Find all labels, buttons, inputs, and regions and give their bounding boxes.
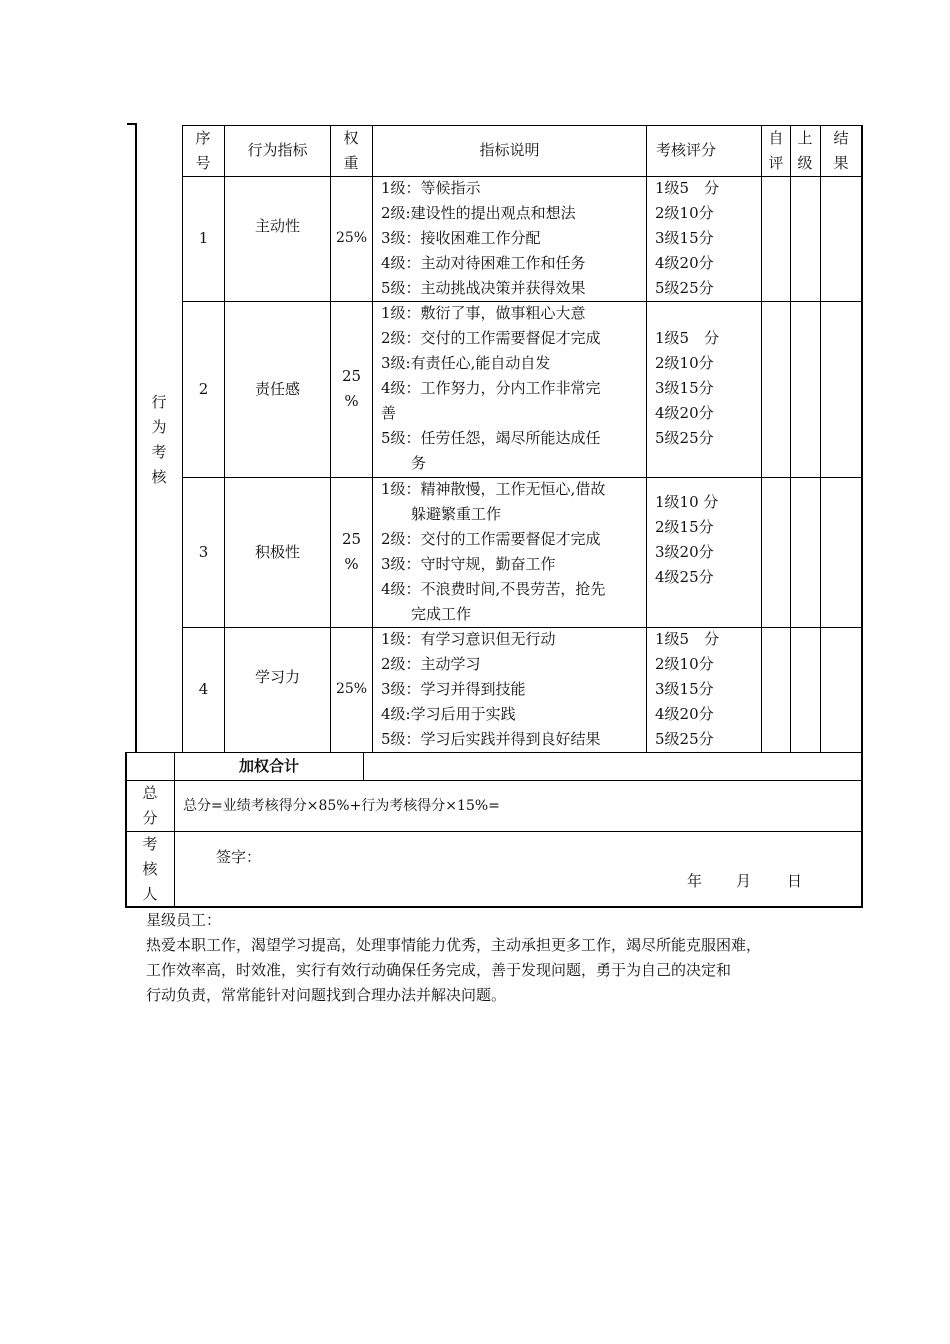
star-employee-section — [146, 908, 761, 1008]
score-line: 3级15分 — [655, 229, 714, 247]
section-label-char: 核 — [151, 468, 167, 486]
score-line: 3级15分 — [655, 680, 714, 698]
row-seq: 1 — [198, 229, 209, 247]
score-line: 2级10分 — [655, 354, 714, 372]
score-line: 1级5 分 — [655, 329, 720, 347]
score-line: 2级15分 — [655, 518, 714, 536]
weighted-total-label: 加权合计 — [238, 757, 299, 775]
score-line: 5级25分 — [655, 279, 714, 297]
star-employee-line: 热爱本职工作，渴望学习提高，处理事情能力优秀，主动承担更多工作，竭尽所能克服困难， — [146, 936, 762, 954]
desc-line: 4级：不浪费时间,不畏劳苦，抢先 — [381, 580, 606, 598]
row-scores — [655, 326, 719, 451]
desc-line: 3级:有责任心,能自动自发 — [381, 354, 551, 372]
header-self-char: 评 — [768, 154, 784, 172]
score-line: 1级5 分 — [655, 630, 720, 648]
header-result-char: 果 — [833, 154, 849, 172]
desc-line: 3级：接收困难工作分配 — [381, 229, 541, 247]
score-line: 4级20分 — [655, 404, 714, 422]
header-scoring: 考核评分 — [656, 141, 717, 159]
header-seq-char: 号 — [195, 154, 211, 172]
row-seq: 4 — [198, 680, 209, 698]
header-result — [829, 126, 853, 176]
desc-line: 1级：有学习意识但无行动 — [381, 630, 556, 648]
score-line: 5级25分 — [655, 429, 714, 447]
row-indicator: 积极性 — [254, 543, 300, 561]
row-seq: 3 — [198, 543, 209, 561]
row-indicator: 责任感 — [254, 380, 300, 398]
row-indicator: 学习力 — [254, 668, 300, 686]
reviewer-label-char: 人 — [142, 885, 158, 903]
header-weight — [339, 126, 363, 176]
section-label-char: 考 — [151, 443, 167, 461]
desc-line: 1级：敷衍了事，做事粗心大意 — [381, 304, 586, 322]
desc-line: 善 — [381, 404, 397, 422]
weight-line: % — [344, 555, 359, 573]
score-line: 4级25分 — [655, 568, 714, 586]
row-scores — [655, 627, 719, 752]
score-line: 2级10分 — [655, 204, 714, 222]
header-seq — [191, 126, 215, 176]
row-description — [381, 477, 605, 627]
date-year: 年 — [687, 872, 703, 890]
row-weight: 25% — [335, 230, 368, 246]
row-indicator: 主动性 — [254, 217, 300, 235]
desc-line: 完成工作 — [381, 605, 472, 623]
header-description: 指标说明 — [479, 141, 540, 159]
desc-line: 1级：精神散慢，工作无恒心,借故 — [381, 480, 606, 498]
score-line: 5级25分 — [655, 730, 714, 748]
row-weight — [331, 364, 372, 414]
score-line: 2级10分 — [655, 655, 714, 673]
section-label-behavior — [147, 390, 171, 490]
total-label-char: 总 — [142, 784, 158, 802]
header-superior — [793, 126, 817, 176]
desc-line: 2级：交付的工作需要督促才完成 — [381, 329, 601, 347]
row-weight — [331, 527, 372, 577]
score-line: 1级10 分 — [655, 493, 719, 511]
header-superior-char: 上 — [797, 129, 813, 147]
date-day: 日 — [787, 872, 803, 890]
desc-line: 3级：学习并得到技能 — [381, 680, 526, 698]
section-label-char: 行 — [151, 393, 167, 411]
score-line: 1级5 分 — [655, 179, 720, 197]
reviewer-label-char: 核 — [142, 860, 158, 878]
star-employee-title: 星级员工： — [146, 911, 222, 929]
desc-line: 5级：任劳任怨，竭尽所能达成任 — [381, 429, 601, 447]
desc-line: 1级：等候指示 — [381, 179, 481, 197]
header-seq-char: 序 — [195, 129, 211, 147]
row-description — [381, 301, 601, 476]
desc-line: 5级：学习后实践并得到良好结果 — [381, 730, 601, 748]
row-scores — [655, 490, 718, 590]
desc-line: 4级：工作努力，分内工作非常完 — [381, 379, 601, 397]
weight-line: 25 — [341, 530, 362, 548]
reviewer-label — [138, 832, 162, 907]
desc-line: 躲避繁重工作 — [381, 505, 502, 523]
row-seq: 2 — [198, 380, 209, 398]
weight-line: 25 — [341, 367, 362, 385]
score-line: 4级20分 — [655, 705, 714, 723]
desc-line: 2级：交付的工作需要督促才完成 — [381, 530, 601, 548]
score-line: 3级15分 — [655, 379, 714, 397]
header-self — [764, 126, 788, 176]
desc-line: 4级:学习后用于实践 — [381, 705, 516, 723]
signature-label: 签字： — [216, 848, 262, 866]
total-label — [138, 781, 162, 831]
desc-line: 务 — [381, 454, 427, 472]
desc-line: 3级：守时守规，勤奋工作 — [381, 555, 556, 573]
total-label-char: 分 — [142, 809, 158, 827]
desc-line: 2级:建设性的提出观点和想法 — [381, 204, 576, 222]
header-weight-char: 重 — [343, 154, 359, 172]
header-superior-char: 级 — [797, 154, 813, 172]
row-weight: 25% — [335, 681, 368, 697]
score-line: 3级20分 — [655, 543, 714, 561]
star-employee-line: 工作效率高，时效准，实行有效行动确保任务完成，善于发现问题，勇于为自己的决定和 — [146, 961, 732, 979]
total-formula: 总分=业绩考核得分×85%+行为考核得分×15%= — [183, 798, 500, 814]
desc-line: 2级：主动学习 — [381, 655, 481, 673]
row-description — [381, 627, 601, 752]
header-weight-char: 权 — [343, 129, 359, 147]
weight-line: % — [344, 392, 359, 410]
score-line: 4级20分 — [655, 254, 714, 272]
header-result-char: 结 — [833, 129, 849, 147]
date-month: 月 — [736, 872, 752, 890]
star-employee-line: 行动负责，常常能针对问题找到合理办法并解决问题。 — [146, 986, 507, 1004]
desc-line: 5级：主动挑战决策并获得效果 — [381, 279, 586, 297]
header-self-char: 自 — [768, 129, 784, 147]
row-scores — [655, 176, 719, 301]
row-description — [381, 176, 586, 301]
section-label-char: 为 — [151, 418, 167, 436]
reviewer-label-char: 考 — [142, 835, 158, 853]
header-indicator: 行为指标 — [247, 141, 308, 159]
desc-line: 4级：主动对待困难工作和任务 — [381, 254, 586, 272]
